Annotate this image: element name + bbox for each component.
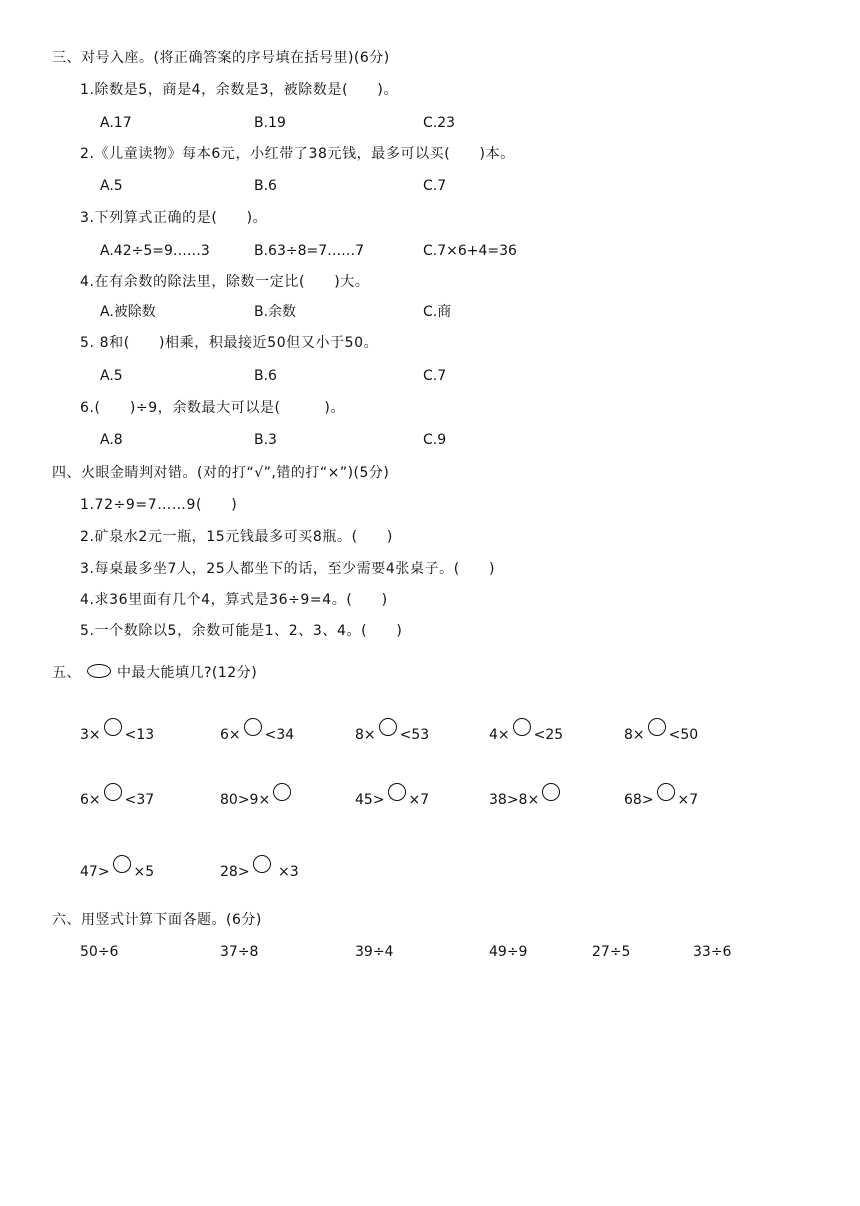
- option-c: C.7: [423, 178, 447, 194]
- division-problem: 27÷5: [592, 944, 631, 960]
- inequality: 68> ×7: [624, 788, 698, 811]
- judge-item-3: 3.每桌最多坐7人，25人都坐下的话，至少需要4张桌子。( ): [80, 561, 496, 577]
- option-a: A.5: [100, 368, 123, 384]
- inequality: 8× <50: [624, 723, 698, 746]
- division-problem: 37÷8: [220, 944, 259, 960]
- inequality: 3× <13: [80, 723, 154, 746]
- judge-item-2: 2.矿泉水2元一瓶，15元钱最多可买8瓶。( ): [80, 529, 393, 545]
- option-c: C.7×6+4=36: [423, 243, 517, 259]
- blank-circle-icon[interactable]: [542, 783, 560, 801]
- blank-circle-icon[interactable]: [273, 783, 291, 801]
- division-problem: 33÷6: [693, 944, 732, 960]
- inequality: 6× <34: [220, 723, 294, 746]
- option-b: B.3: [254, 432, 277, 448]
- question-3: 3.下列算式正确的是( )。: [80, 210, 268, 226]
- option-a: A.被除数: [100, 304, 156, 320]
- option-b: B.63÷8=7……7: [254, 243, 365, 259]
- inequality: 45> ×7: [355, 788, 429, 811]
- question-1: 1.除数是5，商是4，余数是3，被除数是( )。: [80, 82, 399, 98]
- section-4-title: 四、火眼金睛判对错。(对的打“√”,错的打“×”)(5分): [52, 465, 390, 481]
- question-5: 5. 8和( )相乘，积最接近50但又小于50。: [80, 335, 379, 351]
- judge-item-1: 1.72÷9=7……9( ): [80, 497, 238, 513]
- inequality: 38>8×: [489, 788, 563, 811]
- option-c: C.23: [423, 115, 456, 131]
- option-c: C.7: [423, 368, 447, 384]
- option-c: C.商: [423, 304, 452, 320]
- judge-item-5: 5.一个数除以5，余数可能是1、2、3、4。( ): [80, 623, 403, 639]
- inequality: 8× <53: [355, 723, 429, 746]
- section-6-title: 六、用竖式计算下面各题。(6分): [52, 912, 262, 928]
- question-2: 2.《儿童读物》每本6元，小红带了38元钱，最多可以买( )本。: [80, 146, 515, 162]
- section-5-title-prefix: 五、: [52, 665, 81, 681]
- blank-circle-icon[interactable]: [657, 783, 675, 801]
- division-problem: 39÷4: [355, 944, 394, 960]
- inequality: 80>9×: [220, 788, 294, 811]
- inequality: 28> ×3: [220, 860, 299, 883]
- section-3-title: 三、对号入座。(将正确答案的序号填在括号里)(6分): [52, 50, 390, 66]
- option-b: B.6: [254, 368, 277, 384]
- question-6: 6.( )÷9，余数最大可以是( )。: [80, 400, 346, 416]
- division-problem: 50÷6: [80, 944, 119, 960]
- option-b: B.余数: [254, 304, 297, 320]
- blank-circle-icon[interactable]: [253, 855, 271, 873]
- section-5-title-suffix: 中最大能填几?(12分): [117, 665, 258, 681]
- section-5-title: [52, 663, 257, 683]
- option-c: C.9: [423, 432, 447, 448]
- option-b: B.19: [254, 115, 286, 131]
- option-b: B.6: [254, 178, 277, 194]
- blank-circle-icon[interactable]: [648, 718, 666, 736]
- blank-circle-icon[interactable]: [104, 718, 122, 736]
- option-a: A.17: [100, 115, 132, 131]
- blank-circle-icon[interactable]: [244, 718, 262, 736]
- blank-circle-icon[interactable]: [513, 718, 531, 736]
- inequality: 6× <37: [80, 788, 154, 811]
- judge-item-4: 4.求36里面有几个4，算式是36÷9=4。( ): [80, 592, 388, 608]
- option-a: A.8: [100, 432, 123, 448]
- option-a: A.5: [100, 178, 123, 194]
- blank-circle-icon[interactable]: [104, 783, 122, 801]
- option-a: A.42÷5=9……3: [100, 243, 210, 259]
- division-problem: 49÷9: [489, 944, 528, 960]
- blank-circle-icon[interactable]: [113, 855, 131, 873]
- inequality: 47> ×5: [80, 860, 154, 883]
- oval-icon: [87, 664, 111, 678]
- question-4: 4.在有余数的除法里，除数一定比( )大。: [80, 274, 370, 290]
- blank-circle-icon[interactable]: [388, 783, 406, 801]
- inequality: 4× <25: [489, 723, 563, 746]
- blank-circle-icon[interactable]: [379, 718, 397, 736]
